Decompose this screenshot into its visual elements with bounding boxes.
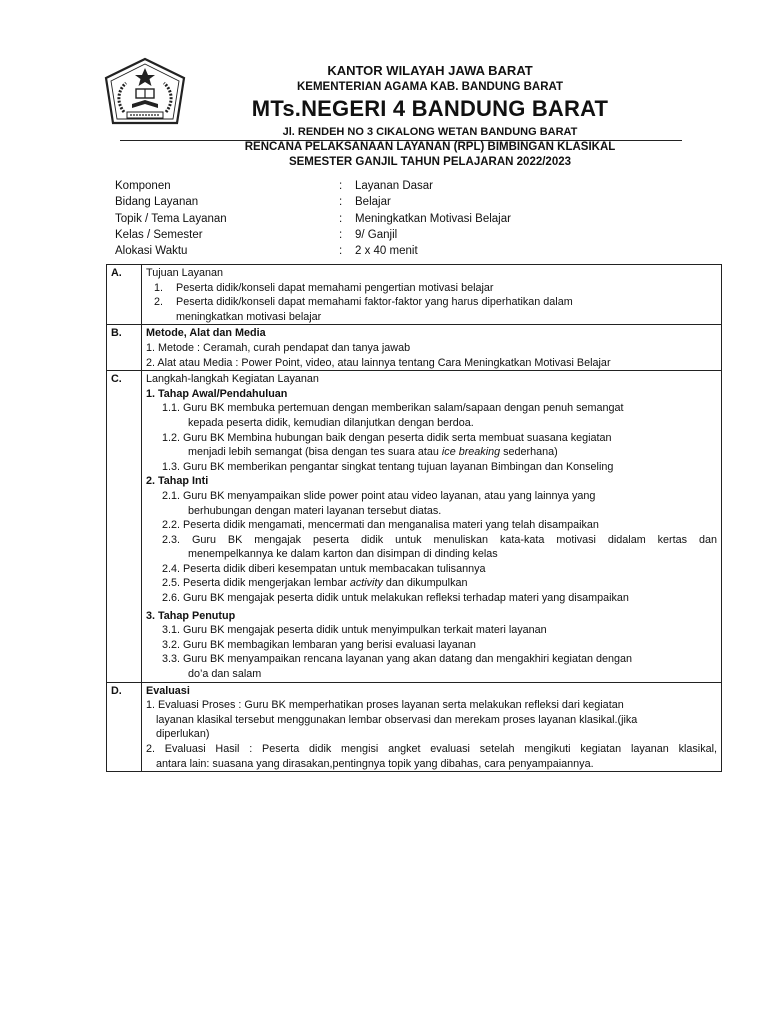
evaluation-item: 1. Evaluasi Proses : Guru BK memperhatikan proses layanan serta melakukan refleksi dari kegiatan [146, 699, 624, 712]
school-name: MTs.NEGERI 4 BANDUNG BARAT [251, 96, 609, 121]
step-item: 2.2. Peserta didik mengamati, mencermati dan menganalisa materi yang telah disampaikan [162, 519, 599, 532]
evaluation-continuation: antara lain: suasana yang dirasakan,pentingnya topik yang dibahas, cara penyampaiannya. [156, 757, 594, 770]
item-text: Peserta didik/konseli dapat memahami faktor-faktor yang harus diperhatikan dalam [176, 296, 573, 309]
step-item: 2.3. Guru BK mengajak peserta didik untuk menuliskan kata-kata motivasi didalam kertas dan [162, 533, 717, 546]
evaluation-item: 2. Evaluasi Hasil : Peserta didik mengisi angket evaluasi setelah mengikuti kegiatan layanan klasikal, [146, 743, 717, 755]
text-italic: activity [349, 577, 383, 590]
item-number: 2. [154, 296, 164, 309]
item-text: Peserta didik/konseli dapat memahami pengertian motivasi belajar [176, 281, 494, 294]
stage-title: 3. Tahap Penutup [146, 609, 236, 622]
section-letter: C. [107, 371, 142, 682]
step-item: 1.3. Guru BK memberikan pengantar singkat tentang tujuan layanan Bimbingan dan Konseling [162, 460, 614, 473]
meta-colon: : [339, 180, 343, 192]
meta-value: 9/ Ganjil [355, 228, 398, 241]
evaluation-continuation: layanan klasikal tersebut menggunakan lembar observasi dan merekam proses layanan klasikal.(jika [156, 713, 638, 726]
text-run: menjadi lebih semangat (bisa dengan tes suara atau [188, 446, 442, 459]
stage-title: 1. Tahap Awal/Pendahuluan [146, 387, 288, 400]
item-continuation: meningkatkan motivasi belajar [176, 310, 322, 323]
section-d-row [107, 682, 722, 772]
section-title: Langkah-langkah Kegiatan Layanan [146, 373, 319, 386]
step-item: 3.3. Guru BK menyampaikan rencana layanan yang akan datang dan mengakhiri kegiatan dengan [162, 653, 632, 666]
section-a-content [142, 265, 722, 325]
section-c-content [142, 371, 722, 682]
section-b-content [142, 325, 722, 371]
evaluation-continuation: diperlukan) [156, 728, 210, 741]
document-title: RENCANA PELAKSANAAN LAYANAN (RPL) BIMBINGAN KLASIKAL [244, 141, 616, 153]
list-item [146, 295, 717, 310]
school-address: Jl. RENDEH NO 3 CIKALONG WETAN BANDUNG BARAT [282, 126, 578, 138]
rpl-table [106, 264, 722, 772]
document-subtitle: SEMESTER GANJIL TAHUN PELAJARAN 2022/2023 [288, 156, 572, 168]
header-ministry: KEMENTERIAN AGAMA KAB. BANDUNG BARAT [297, 81, 563, 93]
section-letter: D. [107, 682, 142, 772]
section-title: Metode, Alat dan Media [146, 327, 266, 340]
section-title: Tujuan Layanan [146, 267, 224, 279]
meta-value: Belajar [355, 196, 391, 209]
meta-colon: : [339, 245, 343, 258]
section-c-row [107, 371, 722, 682]
step-item: 3.2. Guru BK membagikan lembaran yang berisi evaluasi layanan [162, 638, 476, 651]
list-item: 1. Metode : Ceramah, curah pendapat dan tanya jawab [146, 341, 411, 354]
step-continuation: kepada peserta didik, kemudian dilanjutkan dengan berdoa. [188, 416, 474, 429]
section-letter: B. [107, 325, 142, 371]
step-item: 1.1. Guru BK membuka pertemuan dengan memberikan salam/sapaan dengan penuh semangat [162, 402, 624, 415]
section-a-row [107, 265, 722, 325]
item-number: 1. [154, 281, 164, 294]
meta-label: Alokasi Waktu [115, 245, 188, 258]
meta-value: Layanan Dasar [355, 180, 433, 192]
meta-colon: : [339, 196, 343, 209]
section-letter: A. [107, 265, 142, 325]
step-item: 2.6. Guru BK mengajak peserta didik untuk melakukan refleksi terhadap materi yang disampaikan [162, 592, 629, 605]
step-continuation: do’a dan salam [188, 668, 262, 681]
step-continuation [146, 445, 717, 460]
meta-label: Topik / Tema Layanan [115, 212, 227, 225]
text-run: 2.5. Peserta didik mengerjakan lembar [162, 577, 350, 590]
step-item: 2.4. Peserta didik diberi kesempatan untuk membacakan tulisannya [162, 562, 486, 575]
text-italic: ice breaking [441, 446, 501, 459]
meta-value: Meningkatkan Motivasi Belajar [355, 212, 511, 225]
meta-value: 2 x 40 menit [355, 245, 418, 258]
step-item: 3.1. Guru BK mengajak peserta didik untuk menyimpulkan terkait materi layanan [162, 624, 547, 637]
meta-colon: : [339, 228, 343, 241]
meta-colon: : [339, 212, 343, 225]
kemenag-logo-icon [102, 56, 188, 136]
meta-label: Kelas / Semester [115, 228, 203, 241]
step-continuation: menempelkannya ke dalam karton dan disimpan di dinding kelas [188, 548, 498, 561]
header-office: KANTOR WILAYAH JAWA BARAT [327, 63, 533, 78]
section-d-content [142, 682, 722, 772]
list-item: 2. Alat atau Media : Power Point, video, atau lainnya tentang Cara Meningkatkan Motivasi Belajar [146, 356, 611, 369]
list-item [146, 281, 717, 296]
step-item [146, 576, 717, 591]
text-run: sederhana) [500, 446, 558, 459]
step-continuation: berhubungan dengan materi layanan tersebut diatas. [188, 504, 442, 517]
meta-label: Bidang Layanan [115, 196, 199, 209]
meta-label: Komponen [115, 180, 171, 192]
stage-title: 2. Tahap Inti [146, 475, 209, 488]
text-run: dan dikumpulkan [382, 577, 468, 590]
section-title: Evaluasi [146, 684, 190, 697]
step-item: 2.1. Guru BK menyampaikan slide power point atau video layanan, atau yang lainnya yang [162, 489, 596, 502]
section-b-row [107, 325, 722, 371]
step-item: 1.2. Guru BK Membina hubungan baik dengan peserta didik serta membuat suasana kegiatan [162, 431, 612, 444]
